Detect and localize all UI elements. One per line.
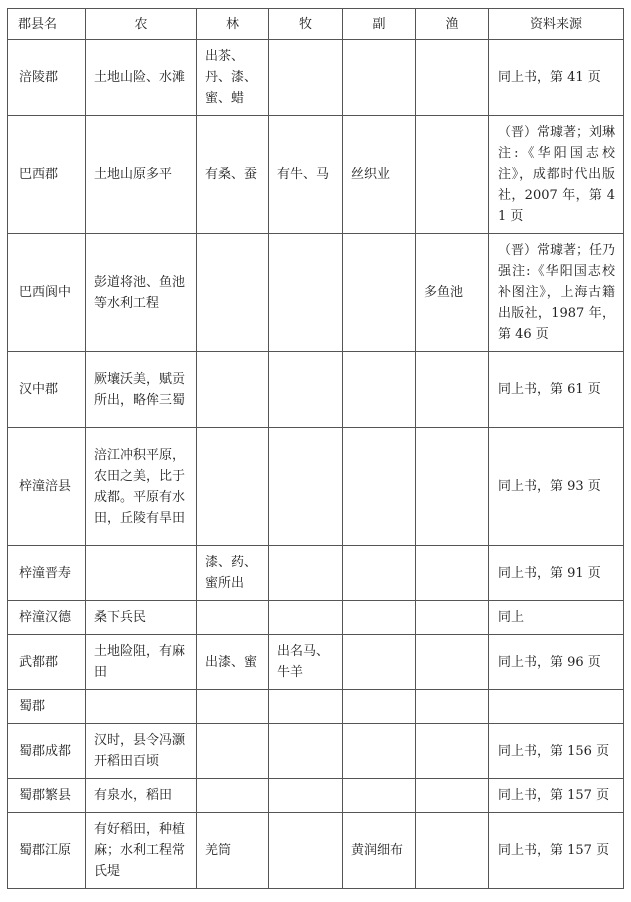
sideline-cell: 黄润细布 [343,813,416,889]
table-row [8,690,624,724]
county-cell: 涪陵郡 [8,40,86,116]
source-cell: （晋）常璩著；刘琳注:《华阳国志校注》，成都时代出版社，2007 年，第 41 页 [489,116,624,234]
agriculture-cell: 彭道将池、鱼池等水利工程 [86,234,197,352]
table-row [8,234,624,352]
header-fishery: 渔 [416,9,489,40]
source-cell: 同上书，第 157 页 [489,813,624,889]
county-cell: 蜀郡 [8,690,86,724]
sideline-cell [343,635,416,690]
fishery-cell [416,813,489,889]
husbandry-cell [269,40,343,116]
fishery-cell [416,601,489,635]
county-cell: 蜀郡江原 [8,813,86,889]
fishery-cell [416,40,489,116]
husbandry-cell [269,234,343,352]
sideline-cell [343,234,416,352]
header-county: 郡县名 [8,9,86,40]
agriculture-cell [86,690,197,724]
agriculture-sources-table [7,8,624,889]
forestry-cell: 羌筒 [197,813,269,889]
forestry-cell [197,234,269,352]
table-body [8,40,624,889]
county-cell: 武都郡 [8,635,86,690]
fishery-cell [416,546,489,601]
husbandry-cell [269,428,343,546]
forestry-cell [197,352,269,428]
agriculture-cell: 土地山原多平 [86,116,197,234]
husbandry-cell [269,352,343,428]
forestry-cell: 有桑、蚕 [197,116,269,234]
fishery-cell [416,428,489,546]
husbandry-cell [269,601,343,635]
source-cell: 同上书，第 93 页 [489,428,624,546]
forestry-cell: 出茶、丹、漆、蜜、蜡 [197,40,269,116]
agriculture-cell: 有好稻田，种植麻；水利工程常氏堤 [86,813,197,889]
fishery-cell [416,779,489,813]
source-cell: 同上书，第 91 页 [489,546,624,601]
sideline-cell: 丝织业 [343,116,416,234]
fishery-cell [416,352,489,428]
source-cell: 同上书，第 156 页 [489,724,624,779]
source-cell: 同上 [489,601,624,635]
agriculture-cell: 桑下兵民 [86,601,197,635]
husbandry-cell: 有牛、马 [269,116,343,234]
header-husbandry: 牧 [269,9,343,40]
agriculture-cell: 土地山险、水滩 [86,40,197,116]
agriculture-cell: 有泉水，稻田 [86,779,197,813]
table-row [8,546,624,601]
county-cell: 梓潼汉德 [8,601,86,635]
county-cell: 梓潼晋寿 [8,546,86,601]
header-forestry: 林 [197,9,269,40]
table-row [8,40,624,116]
agriculture-cell [86,546,197,601]
table-row [8,601,624,635]
sideline-cell [343,724,416,779]
table-row [8,352,624,428]
husbandry-cell [269,546,343,601]
forestry-cell [197,428,269,546]
county-cell: 蜀郡繁县 [8,779,86,813]
forestry-cell [197,690,269,724]
sideline-cell [343,352,416,428]
agriculture-cell: 土地险阻，有麻田 [86,635,197,690]
table-row [8,724,624,779]
sideline-cell [343,690,416,724]
sideline-cell [343,40,416,116]
sideline-cell [343,779,416,813]
county-cell: 蜀郡成都 [8,724,86,779]
source-cell: 同上书，第 61 页 [489,352,624,428]
county-cell: 汉中郡 [8,352,86,428]
husbandry-cell [269,690,343,724]
table-row [8,779,624,813]
fishery-cell: 多鱼池 [416,234,489,352]
sideline-cell [343,546,416,601]
county-cell: 巴西郡 [8,116,86,234]
agriculture-cell: 汉时，县令冯灏开稻田百顷 [86,724,197,779]
husbandry-cell [269,813,343,889]
table-row [8,635,624,690]
county-cell: 梓潼涪县 [8,428,86,546]
source-cell: 同上书，第 96 页 [489,635,624,690]
source-cell: 同上书，第 157 页 [489,779,624,813]
sideline-cell [343,428,416,546]
table-row [8,813,624,889]
husbandry-cell [269,779,343,813]
header-row [8,9,624,40]
forestry-cell: 漆、药、蜜所出 [197,546,269,601]
table-row [8,116,624,234]
source-cell [489,690,624,724]
fishery-cell [416,116,489,234]
header-source: 资料来源 [489,9,624,40]
fishery-cell [416,635,489,690]
husbandry-cell [269,724,343,779]
forestry-cell: 出漆、蜜 [197,635,269,690]
agriculture-cell: 涪江冲积平原，农田之美，比于成都。平原有水田，丘陵有旱田 [86,428,197,546]
county-cell: 巴西阆中 [8,234,86,352]
fishery-cell [416,690,489,724]
table-row [8,428,624,546]
forestry-cell [197,724,269,779]
source-cell: （晋）常璩著；任乃强注:《华阳国志校补图注》，上海古籍出版社，1987 年，第 46 页 [489,234,624,352]
husbandry-cell: 出名马、牛羊 [269,635,343,690]
forestry-cell [197,601,269,635]
forestry-cell [197,779,269,813]
fishery-cell [416,724,489,779]
sideline-cell [343,601,416,635]
header-agriculture: 农 [86,9,197,40]
header-sideline: 副 [343,9,416,40]
agriculture-cell: 厥壤沃美，赋贡所出，略侔三蜀 [86,352,197,428]
source-cell: 同上书，第 41 页 [489,40,624,116]
